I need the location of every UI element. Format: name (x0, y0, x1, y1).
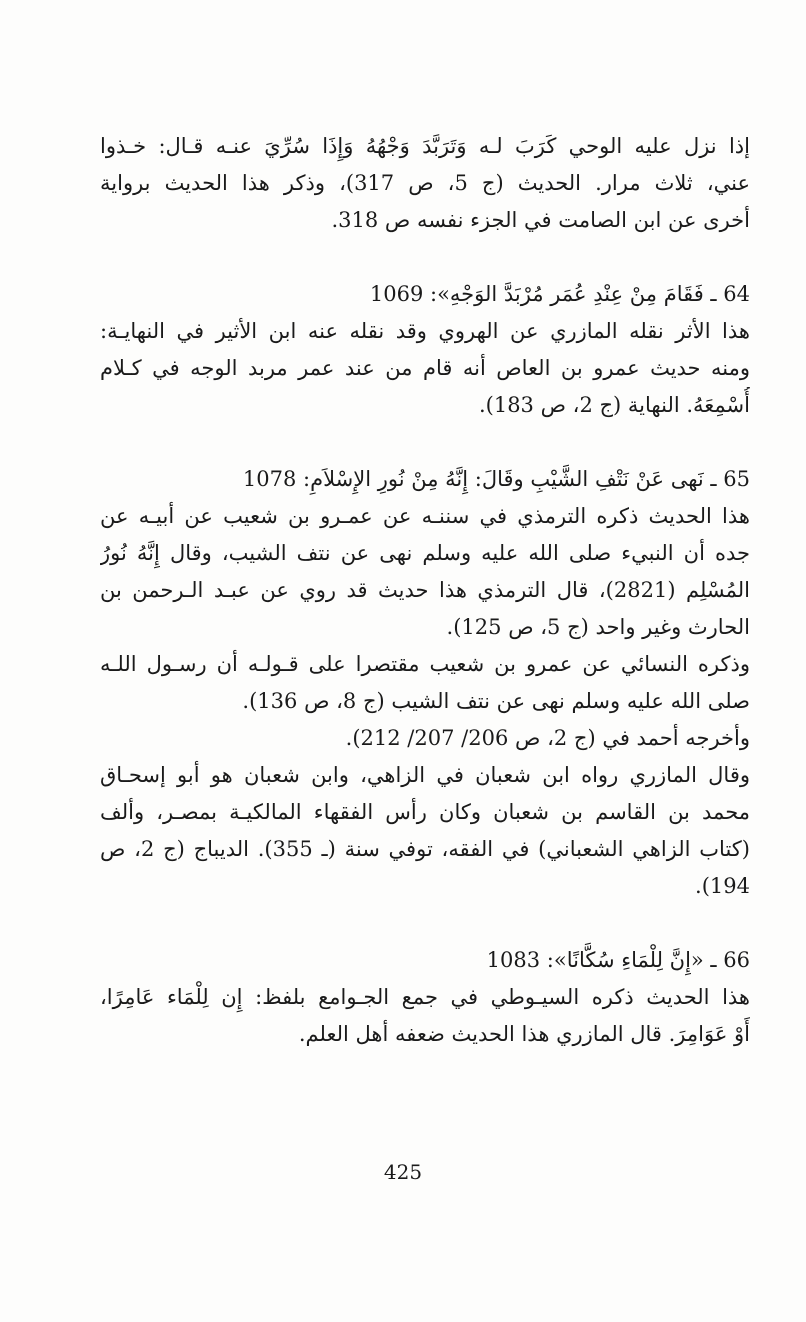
entry-65 (100, 461, 750, 905)
text-line: وقال المازري رواه ابن شعبان في الزاهي، وابن شعبان هو أبو إسحـاق (100, 763, 750, 787)
page-body (100, 128, 750, 1090)
heading-line: 65 ـ نَهى عَنْ نَتْفِ الشَّيْبِ وقَالَ: إِنَّهُ مِنْ نُورِ الإِسْلاَمِ: 1078 (242, 467, 750, 491)
text-line: الحارث وغير واحد (ج 5، ص 125). (446, 615, 750, 639)
text-line: المُسْلِم (2821)، قال الترمذي هذا حديث قد روي عن عبـد الـرحمن بن (100, 578, 750, 602)
entry-heading (100, 276, 750, 313)
entry-heading (100, 461, 750, 498)
heading-line: 64 ـ فَقَامَ مِنْ عِنْدِ عُمَر مُرْبَدَّ الوَجْهِ»: 1069 (369, 282, 750, 306)
text-line: محمد بن القاسم بن شعبان وكان رأس الفقهاء المالكيـة بمصـر، وألف (100, 800, 750, 824)
text-line: إذا نزل عليه الوحي كَرَبَ لـه وَتَرَبَّدَ وَجْهُهُ وَإِذَا سُرِّيَ عنـه قـال: خـذوا (100, 134, 750, 158)
text-line: أَوْ عَوَامِرَ. قال المازري هذا الحديث ضعفه أهل العلم. (298, 1022, 750, 1046)
paragraph-continuation (100, 128, 750, 239)
text-line: صلى الله عليه وسلم نهى عن نتف الشيب (ج 8، ص 136). (242, 689, 750, 713)
entry-64 (100, 276, 750, 424)
text-line: أخرى عن ابن الصامت في الجزء نفسه ص 318. (331, 208, 750, 232)
text-line: هذا الأثر نقله المازري عن الهروي وقد نقله عنه ابن الأثير في النهايـة: (100, 319, 750, 343)
entry-heading (100, 942, 750, 979)
text-line: وذكره النسائي عن عمرو بن شعيب مقتصرا على قـولـه أن رسـول اللـه (100, 652, 750, 676)
text-line: جده أن النبيء صلى الله عليه وسلم نهى عن نتف الشيب، وقال إِنَّهُ نُورُ (100, 541, 750, 565)
page-number: 425 (383, 1160, 423, 1184)
text-line: هذا الحديث ذكره الترمذي في سننـه عن عمـرو بن شعيب عن أبيـه عن (100, 504, 750, 528)
text-line: عني، ثلاث مرار. الحديث (ج 5، ص 317)، وذكر هذا الحديث برواية (100, 171, 750, 195)
text-line: (كتاب الزاهي الشعباني) في الفقه، توفي سنة (ـ 355). الديباج (ج 2، ص (100, 837, 750, 861)
entry-66 (100, 942, 750, 1053)
text-line: هذا الحديث ذكره السيـوطي في جمع الجـوامع بلفظ: إِن لِلْمَاء عَامِرًا، (100, 985, 750, 1009)
text-line: وأخرجه أحمد في (ج 2، ص 206/ 207/ 212). (345, 726, 750, 750)
text-line: أُسْمِعَهُ. النهاية (ج 2، ص 183). (478, 393, 750, 417)
text-line: 194). (695, 874, 750, 898)
text-line: ومنه حديث عمرو بن العاص أنه قام من عند عمر مربد الوجه في كـلام (100, 356, 750, 380)
heading-line: 66 ـ «إِنَّ لِلْمَاءِ سُكَّانًا»: 1083 (486, 948, 750, 972)
